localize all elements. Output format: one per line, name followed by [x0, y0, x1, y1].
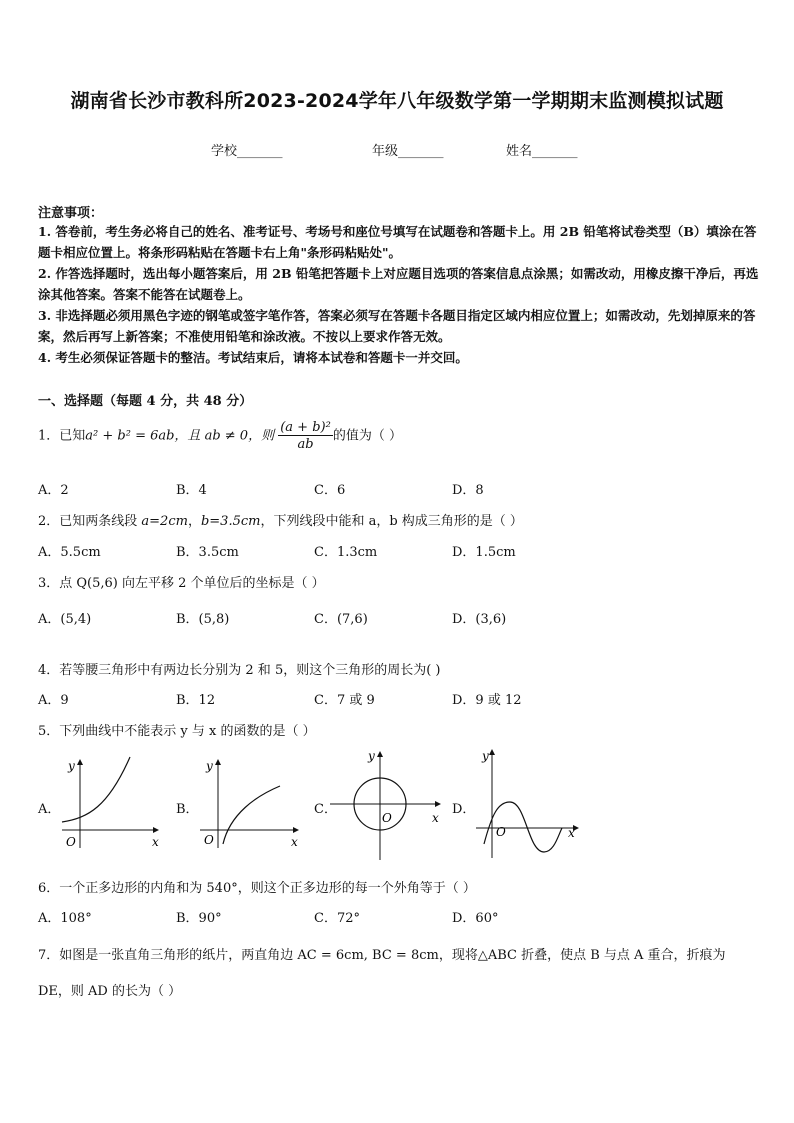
q1-condition: a² + b² = 6ab，且 ab ≠ 0，则 — [85, 428, 275, 444]
q1-pre: 1．已知 — [38, 428, 86, 444]
graph-a-x-label: x — [152, 835, 159, 849]
graph-b-x-label: x — [291, 835, 298, 849]
q1-option-c[interactable]: C．6 — [314, 483, 346, 498]
graph-c-y-label: y — [368, 749, 375, 763]
graph-a[interactable] — [58, 752, 168, 852]
q5-option-c[interactable]: C． — [314, 802, 337, 817]
q2-option-c[interactable]: C．1.3cm — [314, 545, 378, 560]
graph-d-x-label: x — [568, 826, 575, 840]
name-field[interactable]: 姓名_______ — [506, 144, 578, 159]
graph-d-origin: O — [496, 825, 506, 839]
graph-b[interactable] — [196, 752, 306, 852]
q4-option-d[interactable]: D．9 或 12 — [452, 693, 522, 708]
school-field[interactable]: 学校_______ — [211, 144, 283, 159]
q4-option-a[interactable]: A．9 — [38, 693, 69, 708]
question-4: 4．若等腰三角形中有两边长分别为 2 和 5，则这个三角形的周长为( ) — [38, 663, 441, 678]
q5-option-d[interactable]: D． — [452, 802, 476, 817]
q5-option-a[interactable]: A． — [38, 802, 61, 817]
question-2 — [38, 510, 523, 529]
section-heading: 一、选择题（每题 4 分，共 48 分） — [38, 394, 253, 409]
graph-c[interactable] — [328, 746, 448, 862]
question-1 — [38, 420, 402, 452]
q3-option-a[interactable]: A．(5,4) — [38, 612, 92, 627]
q1-option-b[interactable]: B．4 — [176, 483, 207, 498]
graph-c-x-label: x — [432, 811, 439, 825]
graph-a-origin: O — [66, 835, 76, 849]
q2-b: b=3.5cm — [200, 514, 261, 529]
q6-option-c[interactable]: C．72° — [314, 911, 360, 926]
q2-option-a[interactable]: A．5.5cm — [38, 545, 101, 560]
graph-c-origin: O — [382, 811, 392, 825]
notice-heading: 注意事项： — [38, 206, 104, 221]
q2-a: a=2cm — [141, 514, 188, 529]
question-6: 6．一个正多边形的内角和为 540°，则这个正多边形的每一个外角等于（ ） — [38, 881, 476, 896]
q1-fraction — [278, 420, 333, 452]
notice-item-3: 3. 非选择题必须用黑色字迹的钢笔或签字笔作答，答案必须写在答题卡各题目指定区域内相应位置上；如需改动，先划掉原来的答案，然后再写上新答案；不准使用铅笔和涂改液。不按以上要求作答无效。 — [38, 308, 756, 344]
graph-d-y-label: y — [482, 749, 489, 763]
q3-option-b[interactable]: B．(5,8) — [176, 612, 230, 627]
q1-option-a[interactable]: A．2 — [38, 483, 69, 498]
grade-field[interactable]: 年级_______ — [372, 144, 444, 159]
q5-option-b[interactable]: B． — [176, 802, 199, 817]
notice-item-2: 2. 作答选择题时，选出每小题答案后，用 2B 铅笔把答题卡上对应题目选项的答案信息点涂黑；如需改动，用橡皮擦干净后，再选涂其他答案。答案不能答在试题卷上。 — [38, 266, 759, 302]
q1-numerator: (a + b)² — [280, 420, 331, 435]
graph-b-y-label: y — [206, 759, 213, 773]
q3-option-c[interactable]: C．(7,6) — [314, 612, 368, 627]
q2-post: ，下列线段中能和 a，b 构成三角形的是（ ） — [260, 514, 523, 529]
graph-b-curve — [223, 786, 280, 844]
graph-a-y-label: y — [68, 759, 75, 773]
notice-item-1: 1. 答卷前，考生务必将自己的姓名、准考证号、考场号和座位号填写在试题卷和答题卡上。用 2B 铅笔将试卷类型（B）填涂在答题卡相应位置上。将条形码粘贴在答题卡右上角"条形码粘贴处"。 — [38, 224, 757, 260]
notice-item-4: 4. 考生必须保证答题卡的整洁。考试结束后，请将本试卷和答题卡一并交回。 — [38, 350, 468, 365]
q1-denominator: ab — [297, 437, 314, 452]
q1-post: 的值为（ ） — [332, 428, 402, 444]
question-3: 3．点 Q(5,6) 向左平移 2 个单位后的坐标是（ ） — [38, 576, 325, 591]
question-7-line-1: 7．如图是一张直角三角形的纸片，两直角边 AC = 6cm, BC = 8cm，现将△ABC 折叠，使点 B 与点 A 重合，折痕为 — [38, 948, 726, 963]
q4-option-b[interactable]: B．12 — [176, 693, 216, 708]
q2-sep: ， — [187, 514, 201, 529]
graph-b-origin: O — [204, 833, 214, 847]
q2-option-b[interactable]: B．3.5cm — [176, 545, 239, 560]
q1-option-d[interactable]: D．8 — [452, 483, 484, 498]
q4-option-c[interactable]: C．7 或 9 — [314, 693, 375, 708]
q6-option-d[interactable]: D．60° — [452, 911, 499, 926]
q2-pre: 2．已知两条线段 — [38, 514, 142, 529]
question-7-line-2: DE，则 AD 的长为（ ） — [38, 984, 182, 999]
q6-option-a[interactable]: A．108° — [38, 911, 92, 926]
q2-option-d[interactable]: D．1.5cm — [452, 545, 516, 560]
graph-d[interactable] — [474, 744, 584, 860]
q3-option-d[interactable]: D．(3,6) — [452, 612, 507, 627]
q6-option-b[interactable]: B．90° — [176, 911, 222, 926]
question-5: 5．下列曲线中不能表示 y 与 x 的函数的是（ ） — [38, 724, 316, 739]
page-title: 湖南省长沙市教科所2023-2024学年八年级数学第一学期期末监测模拟试题 — [70, 90, 724, 112]
